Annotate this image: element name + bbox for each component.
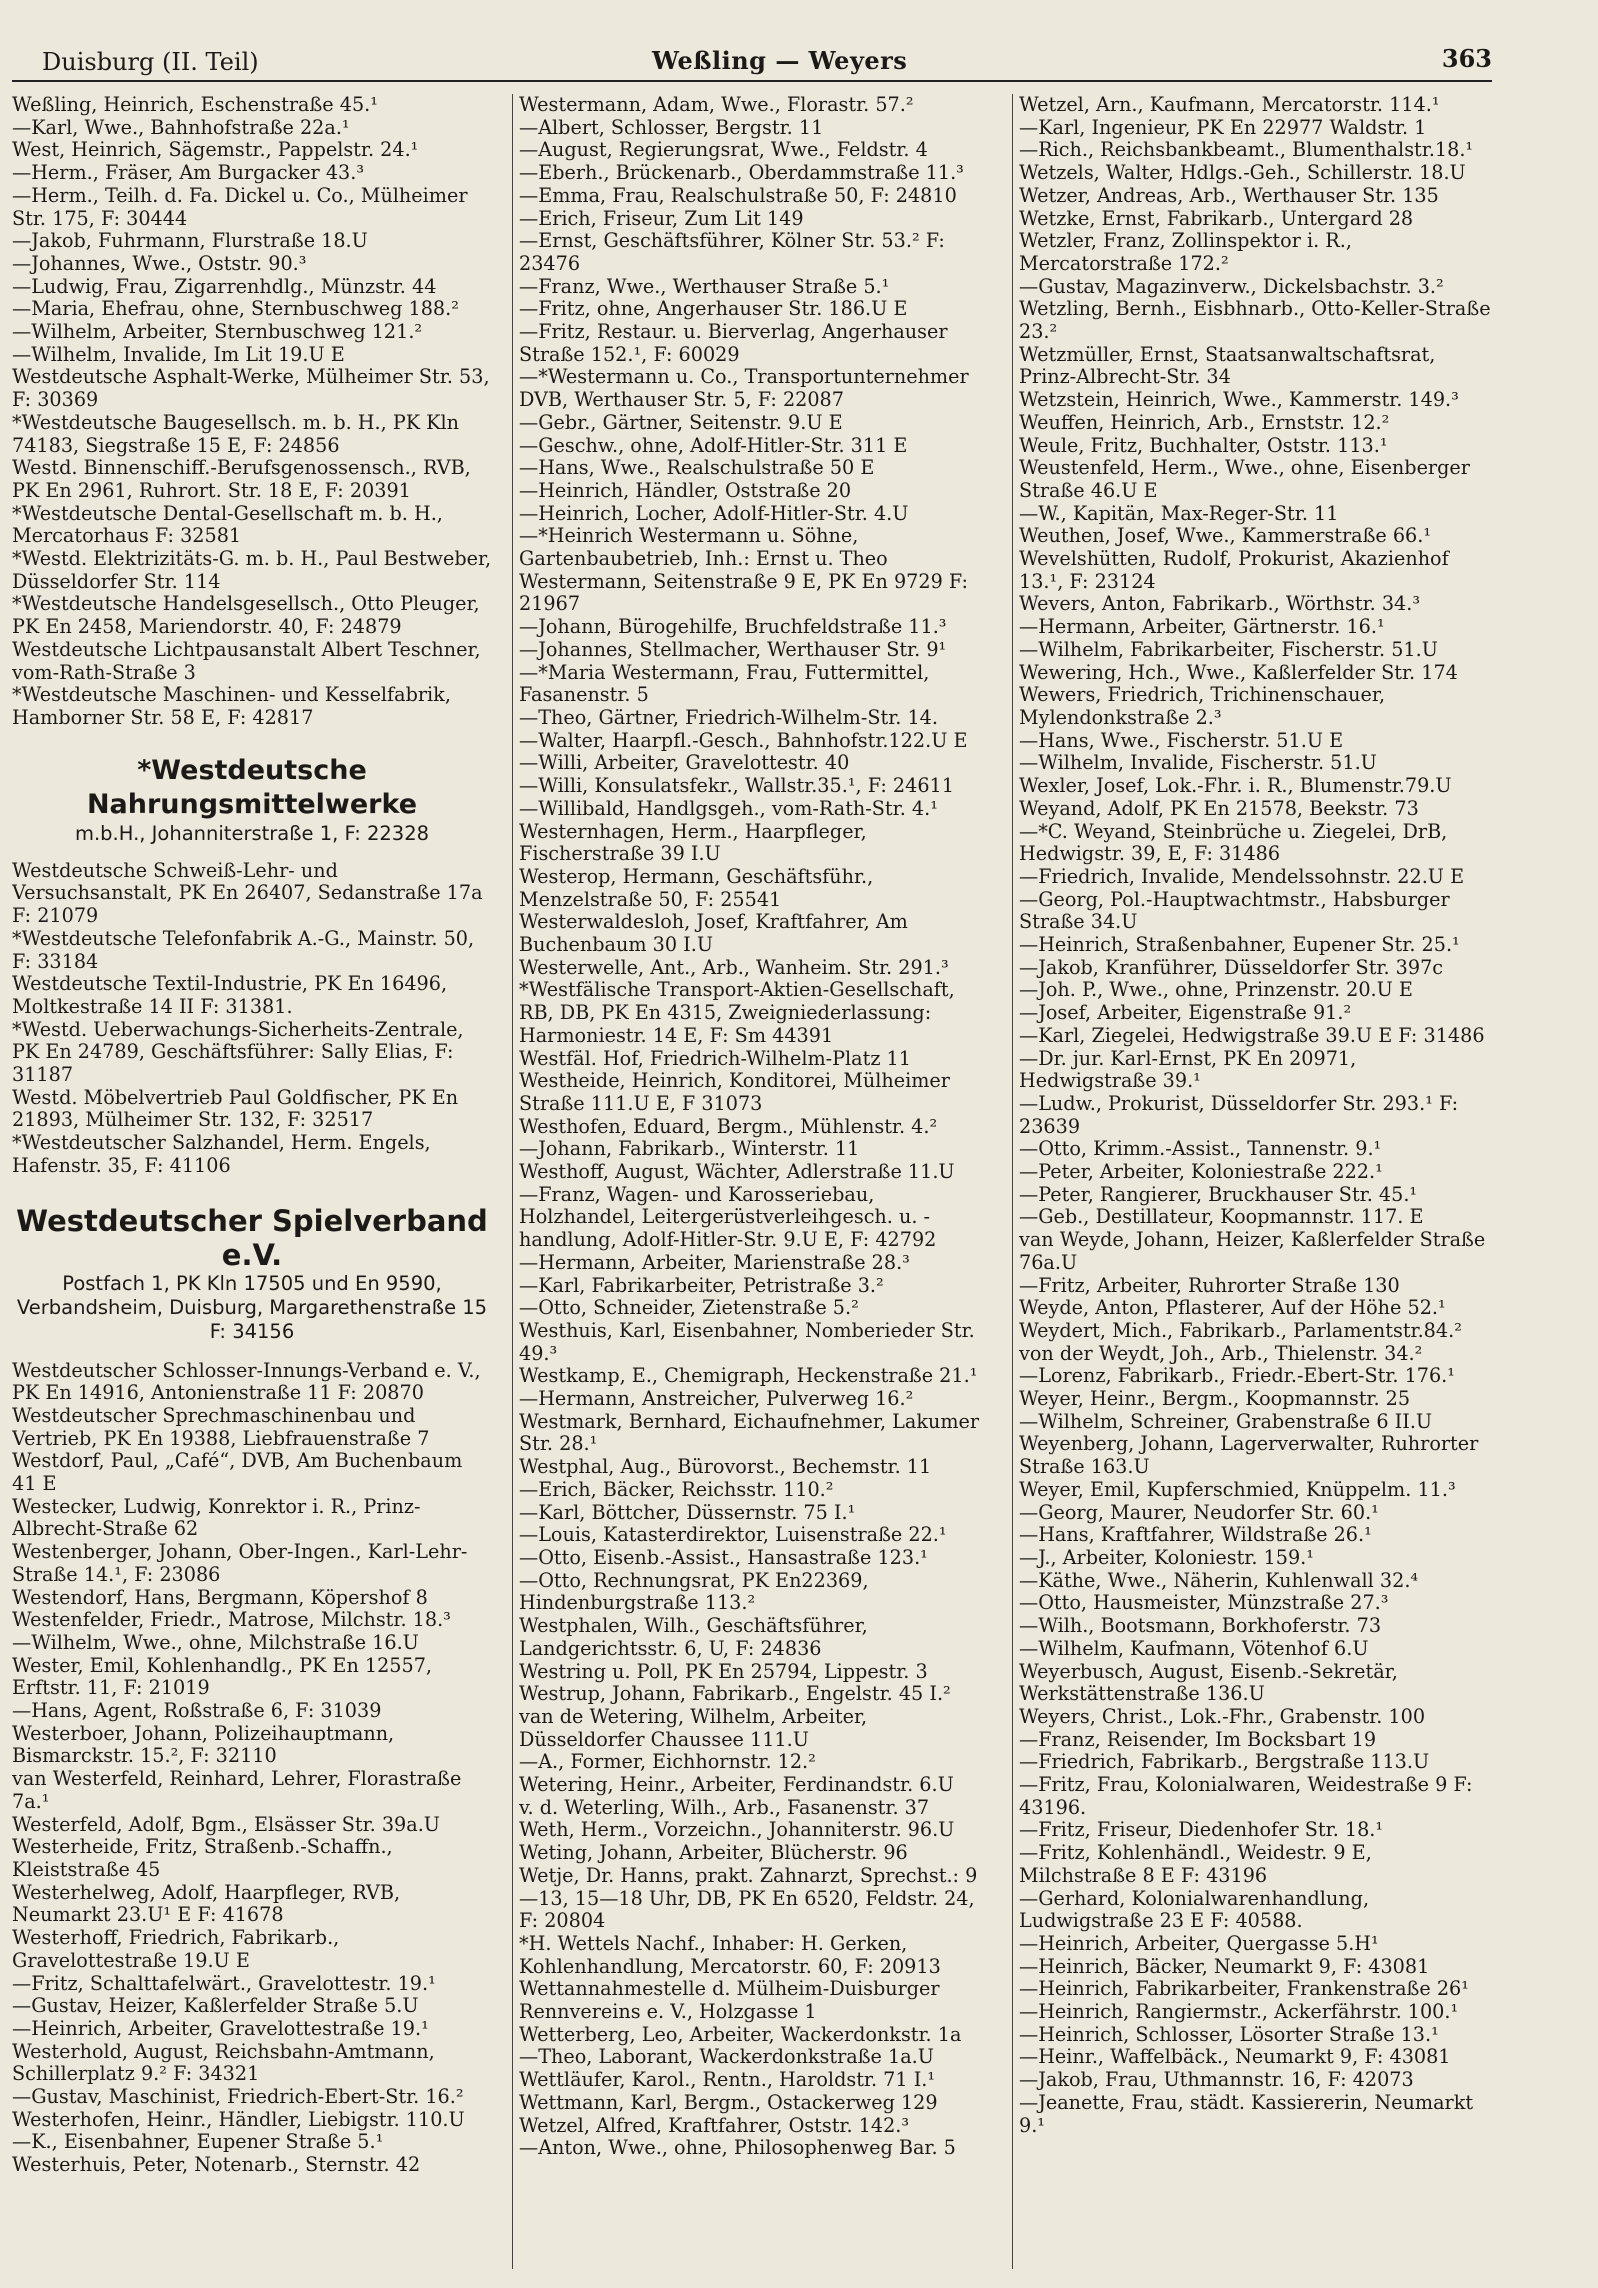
directory-entry: —W., Kapitän, Max-Reger-Str. 11	[1019, 501, 1339, 525]
ad-title: *Westdeutsche Nahrungsmittelwerke	[86, 754, 418, 820]
directory-entry: *Westd. Elektrizitäts-G. m. b. H., Paul Bestweber, Düsseldorfer Str. 114	[12, 547, 492, 593]
directory-entry: Weßling, Heinrich, Eschenstraße 45.¹	[12, 94, 378, 116]
header-name-range: Weßling — Weyers	[652, 46, 908, 75]
directory-entry: —Jakob, Fuhrmann, Flurstraße 18.U	[12, 229, 368, 253]
column-3	[1012, 94, 1493, 2269]
directory-entry: —Wilhelm, Wwe., ohne, Milchstraße 16.U	[12, 1630, 419, 1654]
directory-entry: Wettmann, Karl, Bergm., Ostackerweg 129	[519, 2090, 938, 2114]
directory-entry: —Heinr., Waffelbäck., Neumarkt 9, F: 43081	[1019, 2045, 1451, 2069]
directory-entry: —Franz, Wagen- und Karosseriebau, Holzhandel, Leitergerüstverleihgesch. u. -handlung, Adolf-Hitler-Str. 9.U E, F: 42792	[519, 1182, 937, 1252]
ad-title: Westdeutscher Spielverband e.V.	[16, 1203, 488, 1272]
directory-entry: —Karl, Ingenieur, PK En 22977 Waldstr. 1	[1019, 115, 1427, 139]
directory-entry: —Ludw., Prokurist, Düsseldorfer Str. 293.¹ F: 23639	[1019, 1091, 1459, 1138]
directory-entry: —Heinrich, Rangiermstr., Ackerfährstr. 100.¹	[1019, 2000, 1459, 2024]
directory-entry: *Westdeutsche Dental-Gesellschaft m. b. H., Mercatorhaus F: 32581	[12, 501, 443, 548]
directory-entry: Weyde, Anton, Pflasterer, Auf der Höhe 52.¹	[1019, 1296, 1446, 1320]
directory-entry: Weustenfeld, Herm., Wwe., ohne, Eisenberger Straße 46.U E	[1019, 456, 1470, 502]
directory-entry: *Westdeutsche Telefonfabrik A.-G., Mainstr. 50, F: 33184	[12, 926, 475, 973]
directory-entry: v. d. Weterling, Wilh., Arb., Fasanenstr. 37	[519, 1795, 930, 1819]
directory-entry: Westerhoff, Friedrich, Fabrikarb., Gravelottestraße 19.U E	[12, 1926, 340, 1972]
directory-entry: *Westdeutsche Baugesellsch. m. b. H., PK Kln 74183, Siegstraße 15 E, F: 24856	[12, 410, 460, 457]
directory-entry: —Gebr., Gärtner, Seitenstr. 9.U E	[519, 410, 843, 434]
column-1	[12, 94, 492, 2269]
directory-entry: —Emma, Frau, Realschulstraße 50, F: 24810	[519, 183, 957, 207]
directory-entry: Westendorf, Hans, Bergmann, Köpershof 8	[12, 1585, 428, 1609]
directory-entry: van Westerfeld, Reinhard, Lehrer, Florastraße 7a.¹	[12, 1767, 462, 1813]
directory-entry: —Willibald, Handlgsgeh., vom-Rath-Str. 4.¹	[519, 796, 938, 820]
directory-entry: *Westfälische Transport-Aktien-Gesellschaft, RB, DB, PK En 4315, Zweigniederlassung: Harmoniestr. 14 E, F: Sm 44391	[519, 978, 955, 1047]
directory-entry: Wetzstein, Heinrich, Wwe., Kammerstr. 149.³	[1019, 388, 1459, 412]
directory-entry: Westdorf, Paul, „Café“, DVB, Am Buchenbaum 41 E	[12, 1449, 463, 1496]
page-header	[12, 44, 1492, 82]
directory-entry: Wettannahmestelle d. Mülheim-Duisburger Rennvereins e. V., Holzgasse 1	[519, 1977, 940, 2024]
directory-entry: —K., Eisenbahner, Eupener Straße 5.¹	[12, 2130, 384, 2154]
directory-entry: Westheide, Heinrich, Konditorei, Mülheimer Straße 111.U E, F 31073	[519, 1069, 950, 1115]
directory-entry: —Otto, Krimm.-Assist., Tannenstr. 9.¹	[1019, 1137, 1382, 1161]
directory-entry: Wevelshütten, Rudolf, Prokurist, Akazienhof 13.¹, F: 23124	[1019, 547, 1449, 593]
directory-entry: Westphalen, Wilh., Geschäftsführer, Landgerichtsstr. 6, U, F: 24836	[519, 1614, 868, 1660]
directory-entry: —Otto, Schneider, Zietenstraße 5.²	[519, 1296, 859, 1320]
entries-group	[519, 94, 993, 2160]
directory-entry: —Karl, Fabrikarbeiter, Petristraße 3.²	[519, 1273, 884, 1297]
directory-entry: Weyenberg, Johann, Lagerverwalter, Ruhrorter Straße 163.U	[1019, 1432, 1479, 1479]
directory-entry: Westecker, Ludwig, Konrektor i. R., Prinz-Albrecht-Straße 62	[12, 1494, 421, 1541]
directory-entry: —Willi, Konsulatsfekr., Wallstr.35.¹, F: 24611	[519, 774, 954, 798]
directory-entry: —Theo, Gärtner, Friedrich-Wilhelm-Str. 14.	[519, 705, 938, 729]
directory-entry: —Wilhelm, Invalide, Im Lit 19.U E	[12, 342, 345, 366]
directory-entry: Westd. Möbelvertrieb Paul Goldfischer, PK En 21893, Mülheimer Str. 132, F: 32517	[12, 1085, 459, 1132]
directory-entry: Wetzmüller, Ernst, Staatsanwaltschaftsrat, Prinz-Albrecht-Str. 34	[1019, 342, 1436, 389]
directory-entry: Westerhold, August, Reichsbahn-Amtmann, Schillerplatz 9.² F: 34321	[12, 2039, 435, 2086]
directory-entry: —Jakob, Kranführer, Düsseldorfer Str. 397c	[1019, 955, 1444, 979]
directory-entry: Westdeutscher Sprechmaschinenbau und Vertrieb, PK En 19388, Liebfrauenstraße 7	[12, 1403, 430, 1450]
directory-entry: —Erich, Bäcker, Reichsstr. 110.²	[519, 1477, 834, 1501]
directory-entry: —Wilhelm, Kaufmann, Vötenhof 6.U	[1019, 1636, 1369, 1660]
directory-entry: Wetzel, Alfred, Kraftfahrer, Oststr. 142.³	[519, 2113, 910, 2137]
header-section-title: Duisburg (II. Teil)	[42, 48, 259, 76]
directory-entry: —Fritz, Friseur, Diedenhofer Str. 18.¹	[1019, 1818, 1384, 1842]
advertisement-spielverband	[12, 1204, 492, 1344]
directory-entry: *Westd. Ueberwachungs-Sicherheits-Zentrale, PK En 24789, Geschäftsführer: Sally Elias, F: 31187	[12, 1017, 464, 1087]
directory-entry: —Herm., Fräser, Am Burgacker 43.³	[12, 161, 365, 185]
page-number: 363	[1441, 44, 1492, 73]
directory-entry: Wetzer, Andreas, Arb., Werthauser Str. 135	[1019, 183, 1439, 207]
directory-entry: —Georg, Pol.-Hauptwachtmstr., Habsburger Straße 34.U	[1019, 887, 1450, 934]
directory-entry: Westerboer, Johann, Polizeihauptmann, Bismarckstr. 15.², F: 32110	[12, 1721, 395, 1768]
directory-entry: —Geb., Destillateur, Koopmannstr. 117. E	[1019, 1205, 1424, 1229]
directory-entry: *H. Wettels Nachf., Inhaber: H. Gerken, Kohlenhandlung, Mercatorstr. 60, F: 20913	[519, 1931, 941, 1978]
directory-entry: —A., Former, Eichhornstr. 12.²	[519, 1750, 816, 1774]
directory-entry: —Heinrich, Fabrikarbeiter, Frankenstraße 26¹	[1019, 1977, 1469, 2001]
directory-entry: —Käthe, Wwe., Näherin, Kuhlenwall 32.⁴	[1019, 1568, 1419, 1592]
directory-entry: —Karl, Wwe., Bahnhofstraße 22a.¹	[12, 115, 350, 139]
directory-entry: Westdeutsche Asphalt-Werke, Mülheimer Str. 53, F: 30369	[12, 365, 490, 412]
ad-text: Postfach 1, PK Kln 17505 und En 9590, Verbandsheim, Duisburg, Margarethenstraße 15 F: 34156	[16, 1271, 488, 1343]
directory-entry: —Erich, Friseur, Zum Lit 149	[519, 206, 804, 230]
directory-entry: —Eberh., Brückenarb., Oberdammstraße 11.³	[519, 161, 964, 185]
directory-entry: —Heinrich, Bäcker, Neumarkt 9, F: 43081	[1019, 1954, 1430, 1978]
entries-group	[1019, 94, 1493, 2137]
directory-entry: Westerfeld, Adolf, Bgm., Elsässer Str. 39a.U	[12, 1812, 440, 1836]
directory-entry: —Heinrich, Arbeiter, Quergasse 5.H¹	[1019, 1931, 1379, 1955]
directory-entry: —Friedrich, Invalide, Mendelssohnstr. 22.U E	[1019, 864, 1465, 888]
directory-entry: —Hans, Wwe., Realschulstraße 50 E	[519, 456, 875, 480]
directory-entry: Westhofen, Eduard, Bergm., Mühlenstr. 4.²	[519, 1114, 938, 1138]
directory-entry: —Hans, Agent, Roßstraße 6, F: 31039	[12, 1699, 382, 1723]
directory-entry: Westdeutscher Schlosser-Innungs-Verband e. V., PK En 14916, Antonienstraße 11 F: 20870	[12, 1358, 481, 1405]
directory-entry: —Karl, Böttcher, Düssernstr. 75 I.¹	[519, 1500, 856, 1524]
directory-entry: —Jakob, Frau, Uthmannstr. 16, F: 42073	[1019, 2068, 1414, 2092]
directory-entry: —Johann, Fabrikarb., Winterstr. 11	[519, 1137, 860, 1161]
directory-entry: Wetzels, Walter, Hdlgs.-Geh., Schillerstr. 18.U	[1019, 161, 1466, 185]
directory-entry: von der Weydt, Joh., Arb., Thielenstr. 34.²	[1019, 1341, 1423, 1365]
directory-entry: —Otto, Eisenb.-Assist., Hansastraße 123.¹	[519, 1546, 928, 1569]
directory-entry: —Heinrich, Schlosser, Lösorter Straße 13.¹	[1019, 2022, 1439, 2046]
directory-entry: Wewers, Friedrich, Trichinenschauer, Mylendonkstraße 2.³	[1019, 683, 1386, 729]
ad-text: m.b.H., Johanniterstraße 1, F: 22328	[74, 821, 430, 845]
directory-entry: —Fritz, Restaur. u. Bierverlag, Angerhauser Straße 152.¹, F: 60029	[519, 320, 948, 366]
directory-entry: —Hans, Wwe., Fischerstr. 51.U E	[1019, 728, 1344, 752]
directory-entry: Wettläufer, Karol., Rentn., Haroldstr. 71 I.¹	[519, 2068, 936, 2092]
directory-entry: Westerwelle, Ant., Arb., Wanheim. Str. 291.³	[519, 955, 949, 979]
advertisement-nahrungsmittelwerke	[12, 754, 492, 846]
directory-entry: —Gustav, Magazinverw., Dickelsbachstr. 3.²	[1019, 274, 1444, 298]
directory-entry: Westphal, Aug., Bürovorst., Bechemstr. 11	[519, 1455, 932, 1479]
directory-entry: —Josef, Arbeiter, Eigenstraße 91.²	[1019, 1001, 1352, 1025]
directory-entry: —Geschw., ohne, Adolf-Hitler-Str. 311 E	[519, 433, 908, 457]
directory-entry: —Anton, Wwe., ohne, Philosophenweg Bar. 5	[519, 2136, 956, 2160]
directory-entry: —Albert, Schlosser, Bergstr. 11	[519, 115, 824, 139]
directory-entry: van Weyde, Johann, Heizer, Kaßlerfelder Straße 76a.U	[1019, 1228, 1486, 1274]
directory-entry: Westenberger, Johann, Ober-Ingen., Karl-Lehr-Straße 14.¹, F: 23086	[12, 1540, 468, 1586]
directory-entry: West, Heinrich, Sägemstr., Pappelstr. 24.¹	[12, 138, 419, 162]
directory-entry: —Wilh., Bootsmann, Borkhoferstr. 73	[1019, 1614, 1382, 1638]
directory-entry: —Heinrich, Straßenbahner, Eupener Str. 25.¹	[1019, 933, 1460, 957]
directory-entry: —Wilhelm, Invalide, Fischerstr. 51.U	[1019, 751, 1377, 775]
directory-entry: Westerop, Hermann, Geschäftsführ., Menzelstraße 50, F: 25541	[519, 864, 874, 911]
directory-entry: Weuffen, Heinrich, Arb., Ernststr. 12.²	[1019, 410, 1390, 434]
directory-entry: Wetering, Heinr., Arbeiter, Ferdinandstr. 6.U	[519, 1773, 954, 1797]
directory-entry: Wexler, Josef, Lok.-Fhr. i. R., Blumenstr.79.U	[1019, 774, 1452, 798]
directory-entry: —Franz, Reisender, Im Bocksbart 19	[1019, 1727, 1377, 1751]
directory-entry: Weyand, Adolf, PK En 21578, Beekstr. 73	[1019, 796, 1419, 820]
directory-entry: —Dr. jur. Karl-Ernst, PK En 20971, Hedwigstraße 39.¹	[1019, 1046, 1357, 1093]
directory-entry: —Rich., Reichsbankbeamt., Blumenthalstr.18.¹	[1019, 138, 1474, 162]
directory-entry: Weting, Johann, Arbeiter, Blücherstr. 96	[519, 1841, 908, 1865]
directory-entry: *Westdeutscher Salzhandel, Herm. Engels, Hafenstr. 35, F: 41106	[12, 1131, 431, 1177]
directory-entry: —Hermann, Arbeiter, Marienstraße 28.³	[519, 1250, 910, 1274]
directory-entry: —Johann, Bürogehilfe, Bruchfeldstraße 11.³	[519, 615, 947, 639]
directory-entry: —Franz, Wwe., Werthauser Straße 5.¹	[519, 274, 890, 298]
directory-entry: Weyer, Emil, Kupferschmied, Knüppelm. 11.³	[1019, 1477, 1456, 1501]
directory-entry: —Ernst, Geschäftsführer, Kölner Str. 53.² F: 23476	[519, 229, 945, 275]
directory-entry: Westmark, Bernhard, Eichaufnehmer, Lakumer Str. 28.¹	[519, 1409, 980, 1456]
directory-entry: —Georg, Maurer, Neudorfer Str. 60.¹	[1019, 1500, 1379, 1524]
directory-entry: —Hermann, Arbeiter, Gärtnerstr. 16.¹	[1019, 615, 1385, 639]
directory-entry: —J., Arbeiter, Koloniestr. 159.¹	[1019, 1546, 1314, 1569]
directory-entry: —Otto, Hausmeister, Münzstraße 27.³	[1019, 1591, 1389, 1615]
directory-entry: —Lorenz, Fabrikarb., Friedr.-Ebert-Str. 176.¹	[1019, 1364, 1455, 1388]
directory-entry: Westerhelweg, Adolf, Haarpfleger, RVB, Neumarkt 23.U¹ E F: 41678	[12, 1880, 401, 1927]
directory-entry: Westrup, Johann, Fabrikarb., Engelstr. 45 I.²	[519, 1682, 951, 1706]
directory-entry: Westdeutsche Lichtpausanstalt Albert Teschner, vom-Rath-Straße 3	[12, 637, 481, 684]
directory-entry: —Otto, Rechnungsrat, PK En22369, Hindenburgstraße 113.²	[519, 1568, 869, 1615]
directory-entry: Westkamp, E., Chemigraph, Heckenstraße 21.¹	[519, 1364, 978, 1388]
directory-entry: Westhuis, Karl, Eisenbahner, Nomberieder Str. 49.³	[519, 1318, 975, 1365]
entries-group	[12, 860, 492, 1178]
directory-entry: —Gustav, Heizer, Kaßlerfelder Straße 5.U	[12, 1994, 419, 2018]
directory-entry: —Willi, Arbeiter, Gravelottestr. 40	[519, 751, 850, 775]
directory-entry: Westermann, Adam, Wwe., Florastr. 57.²	[519, 94, 914, 116]
directory-page	[12, 44, 1492, 2280]
directory-entry: —Fritz, Frau, Kolonialwaren, Weidestraße 9 F: 43196.	[1019, 1773, 1473, 1819]
directory-entry: —Herm., Teilh. d. Fa. Dickel u. Co., Mülheimer Str. 175, F: 30444	[12, 183, 468, 230]
directory-entry: Westerhuis, Peter, Notenarb., Sternstr. 42	[12, 2153, 421, 2177]
directory-entry: Westerwaldesloh, Josef, Kraftfahrer, Am Buchenbaum 30 I.U	[519, 910, 908, 957]
directory-entry: Wetterberg, Leo, Arbeiter, Wackerdonkstr. 1a	[519, 2022, 962, 2046]
directory-entry: Wetzler, Franz, Zollinspektor i. R., Mercatorstraße 172.²	[1019, 229, 1352, 275]
directory-entry: —Peter, Rangierer, Bruckhauser Str. 45.¹	[1019, 1182, 1418, 1206]
directory-entry: Weyer, Heinr., Bergm., Koopmannstr. 25	[1019, 1387, 1411, 1411]
directory-entry: Westdeutsche Schweiß-Lehr- und Versuchsanstalt, PK En 26407, Sedanstraße 17a F: 21079	[12, 858, 483, 928]
directory-entry: Westring u. Poll, PK En 25794, Lippestr. 3	[519, 1659, 928, 1683]
directory-entry: Westerhofen, Heinr., Händler, Liebigstr. 110.U	[12, 2107, 465, 2131]
directory-entry: —Walter, Haarpfl.-Gesch., Bahnhofstr.122.U E	[519, 728, 968, 752]
directory-entry: Weydert, Mich., Fabrikarb., Parlamentstr.84.²	[1019, 1318, 1462, 1342]
directory-entry: —*C. Weyand, Steinbrüche u. Ziegelei, DrB, Hedwigstr. 39, E, F: 31486	[1019, 819, 1448, 866]
directory-entry: Weuthen, Josef, Wwe., Kammerstraße 66.¹	[1019, 524, 1432, 548]
directory-entry: Westfäl. Hof, Friedrich-Wilhelm-Platz 11	[519, 1046, 911, 1070]
directory-entry: —Hermann, Anstreicher, Pulverweg 16.²	[519, 1387, 914, 1411]
directory-entry: —Heinrich, Locher, Adolf-Hitler-Str. 4.U	[519, 501, 909, 525]
directory-entry: —Gerhard, Kolonialwarenhandlung, Ludwigstraße 23 E F: 40588.	[1019, 1886, 1370, 1933]
directory-entry: —Maria, Ehefrau, ohne, Sternbuschweg 188.²	[12, 297, 459, 321]
directory-entry: Weth, Herm., Vorzeichn., Johanniterstr. 96.U	[519, 1818, 955, 1842]
directory-entry: van de Wetering, Wilhelm, Arbeiter, Düsseldorfer Chaussee 111.U	[519, 1704, 868, 1751]
directory-entry: Wetzel, Arn., Kaufmann, Mercatorstr. 114.¹	[1019, 94, 1440, 116]
directory-entry: Weule, Fritz, Buchhalter, Oststr. 113.¹	[1019, 433, 1388, 457]
directory-entry: Weyers, Christ., Lok.-Fhr., Grabenstr. 100	[1019, 1704, 1426, 1728]
directory-entry: —Peter, Arbeiter, Koloniestraße 222.¹	[1019, 1160, 1383, 1184]
directory-entry: —Theo, Laborant, Wackerdonkstraße 1a.U	[519, 2045, 934, 2069]
directory-entry: —Ludwig, Frau, Zigarrenhdlg., Münzstr. 44	[12, 274, 437, 298]
directory-entry: —*Westermann u. Co., Transportunternehmer DVB, Werthauser Str. 5, F: 22087	[519, 365, 969, 412]
directory-entry: Westernhagen, Herm., Haarpfleger, Fischerstraße 39 I.U	[519, 819, 867, 866]
directory-entry: —Joh. P., Wwe., ohne, Prinzenstr. 20.U E	[1019, 978, 1413, 1002]
directory-entry: —Karl, Ziegelei, Hedwigstraße 39.U E F: 31486	[1019, 1023, 1485, 1047]
directory-entry: —Friedrich, Fabrikarb., Bergstraße 113.U	[1019, 1750, 1430, 1774]
directory-entry: —Wilhelm, Fabrikarbeiter, Fischerstr. 51.U	[1019, 637, 1438, 661]
directory-entry: —*Maria Westermann, Frau, Futtermittel, Fasanenstr. 5	[519, 660, 930, 707]
directory-entry: —Heinrich, Händler, Oststraße 20	[519, 478, 852, 502]
directory-entry: Wetzling, Bernh., Eisbhnarb., Otto-Keller-Straße 23.²	[1019, 297, 1491, 344]
directory-entry: Westerheide, Fritz, Straßenb.-Schaffn., Kleiststraße 45	[12, 1835, 393, 1881]
directory-entry: —August, Regierungsrat, Wwe., Feldstr. 4	[519, 138, 928, 162]
directory-entry: —Wilhelm, Schreiner, Grabenstraße 6 II.U	[1019, 1409, 1433, 1433]
directory-entry: —Johannes, Stellmacher, Werthauser Str. 9¹	[519, 637, 947, 661]
directory-entry: Westdeutsche Textil-Industrie, PK En 16496, Moltkestraße 14 II F: 31381.	[12, 972, 448, 1018]
directory-entry: —Fritz, Arbeiter, Ruhrorter Straße 130	[1019, 1273, 1400, 1297]
directory-entry: Wevers, Anton, Fabrikarb., Wörthstr. 34.³	[1019, 592, 1421, 616]
directory-entry: *Westdeutsche Handelsgesellsch., Otto Pleuger, PK En 2458, Mariendorstr. 40, F: 24879	[12, 592, 480, 639]
directory-entry: Wetzke, Ernst, Fabrikarb., Untergard 28	[1019, 206, 1414, 230]
directory-entry: —Heinrich, Arbeiter, Gravelottestraße 19.¹	[12, 2016, 429, 2040]
directory-entry: —*Heinrich Westermann u. Söhne, Gartenbaubetrieb, Inh.: Ernst u. Theo Westermann, Seitenstraße 9 E, PK En 9729 F: 21967	[519, 524, 968, 616]
directory-entry: —Gustav, Maschinist, Friedrich-Ebert-Str. 16.²	[12, 2085, 464, 2109]
directory-entry: —Fritz, ohne, Angerhauser Str. 186.U E	[519, 297, 908, 321]
column-2	[512, 94, 993, 2269]
directory-entry: Westd. Binnenschiff.-Berufsgenossensch., RVB, PK En 2961, Ruhrort. Str. 18 E, F: 20391	[12, 456, 471, 502]
directory-entry: Wester, Emil, Kohlenhandlg., PK En 12557, Erftstr. 11, F: 21019	[12, 1653, 433, 1700]
directory-entry: —Louis, Katasterdirektor, Luisenstraße 22.¹	[519, 1523, 947, 1547]
directory-entry: —Wilhelm, Arbeiter, Sternbuschweg 121.²	[12, 320, 423, 344]
directory-entry: *Westdeutsche Maschinen- und Kesselfabrik, Hamborner Str. 58 E, F: 42817	[12, 683, 451, 729]
directory-entry: Westhoff, August, Wächter, Adlerstraße 11.U	[519, 1160, 955, 1184]
directory-entry: —Johannes, Wwe., Oststr. 90.³	[12, 251, 307, 275]
directory-entry: —Fritz, Kohlenhändl., Weidestr. 9 E, Milchstraße 8 E F: 43196	[1019, 1841, 1372, 1887]
entries-group	[12, 1360, 492, 2177]
directory-entry: Wetje, Dr. Hanns, prakt. Zahnarzt, Sprechst.: 9—13, 15—18 Uhr, DB, PK En 6520, Feldstr. 24, F: 20804	[519, 1863, 978, 1933]
directory-entry: Wewering, Hch., Wwe., Kaßlerfelder Str. 174	[1019, 660, 1458, 684]
directory-entry: Weyerbusch, August, Eisenb.-Sekretär, Werkstättenstraße 136.U	[1019, 1659, 1398, 1706]
directory-entry: —Jeanette, Frau, städt. Kassiererin, Neumarkt 9.¹	[1019, 2090, 1474, 2137]
directory-entry: —Fritz, Schalttafelwärt., Gravelottestr. 19.¹	[12, 1971, 436, 1995]
entries-group	[12, 94, 492, 730]
directory-entry: Westenfelder, Friedr., Matrose, Milchstr. 18.³	[12, 1608, 451, 1632]
directory-entry: —Hans, Kraftfahrer, Wildstraße 26.¹	[1019, 1523, 1372, 1547]
